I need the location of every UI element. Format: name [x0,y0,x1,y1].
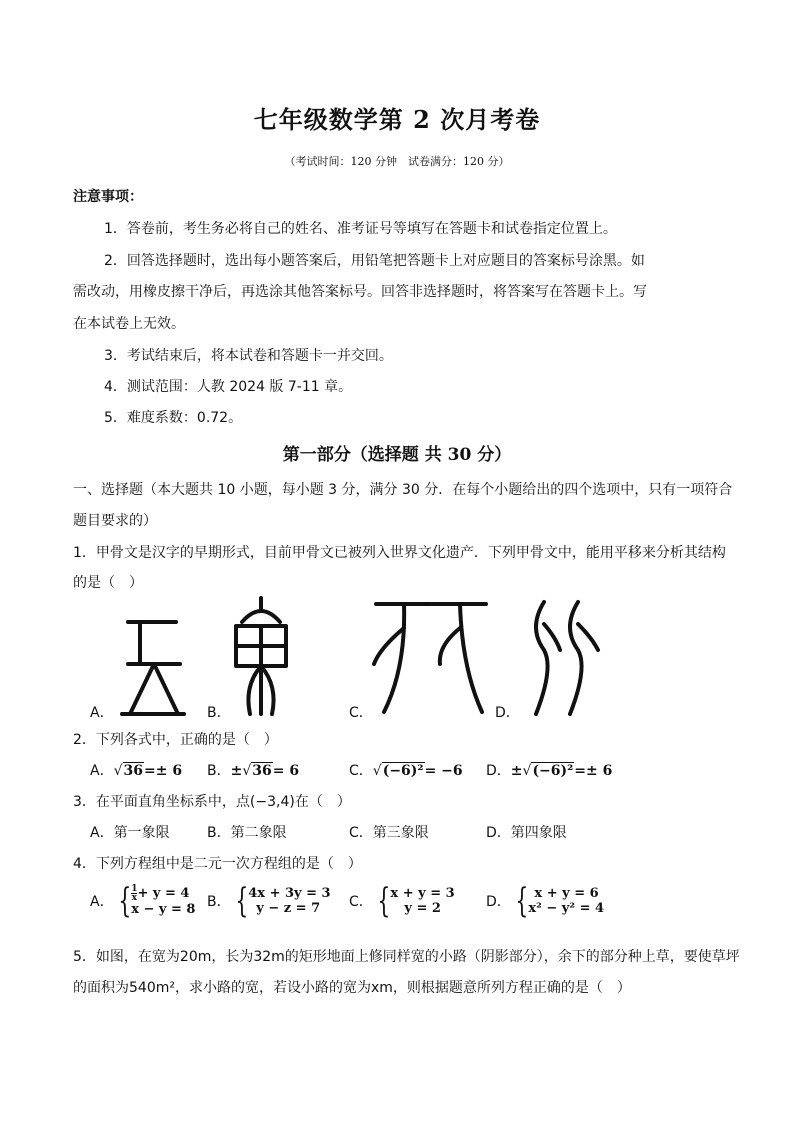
note-item-4: 4．测试范围：人教 2024 版 7-11 章。 [104,379,353,395]
q4-c-eq1: x + y = 3 [390,886,455,901]
q2-b-rest: = 6 [272,763,300,779]
q2-d-rest: =± 6 [574,763,613,779]
q3-option-b: B．第二象限 [207,825,287,841]
note-item-3: 3．考试结束后，将本试卷和答题卡一并交回。 [104,348,393,364]
part1-intro-line-2: 题目要求的） [73,513,157,529]
q2-a-rest: =± 6 [143,763,183,779]
q4-a-eq1-rest: + y = 4 [137,886,190,901]
q2-c-radicand: (−6)² [382,763,424,779]
q4-a-fraction-den: x [131,893,138,903]
q5-stem-line-1: 5．如图，在宽为20m，长为32m的矩形地面上修同样宽的小路（阴影部分），余下的部分种上草，要使草坪 [73,949,740,965]
q3-option-d: D．第四象限 [486,825,567,841]
note-item-2-line-1: 2．回答选择题时，选出每小题答案后，用铅笔把答题卡上对应题目的答案标号涂黑。如 [104,253,645,269]
q2-c-rest: = −6 [424,763,463,779]
q2-option-c-label: C． [349,763,373,779]
q1-option-a-label: A． [90,705,114,721]
q3-stem: 3．在平面直角坐标系中，点(−3,4)在（ ） [73,794,351,810]
q3-option-a: A．第一象限 [90,825,170,841]
section-heading: 第一部分（选择题 共 30 分） [282,445,512,465]
q1-option-c-label: C． [349,705,373,721]
q4-d-eq1: x + y = 6 [534,886,599,901]
q4-option-c-label: C． [349,894,373,910]
note-item-2-line-2: 需改动，用橡皮擦干净后，再选涂其他答案标号。回答非选择题时，将答案写在答题卡上。写 [73,284,647,300]
part1-intro-line-1: 一、选择题（本大题共 10 小题，每小题 3 分，满分 30 分．在每个小题给出的四个选项中，只有一项符合 [73,482,733,498]
note-item-2-line-3: 在本试卷上无效。 [73,316,185,332]
q2-stem: 2．下列各式中，正确的是（ ） [73,732,278,748]
q2-a-radicand: 36 [123,763,143,779]
q4-d-eq2: x² − y² = 4 [528,901,605,916]
q4-option-d-label: D． [486,894,511,910]
oracle-glyph-a [118,612,190,718]
q2-b-radicand: 36 [252,763,272,779]
oracle-glyph-d [522,598,604,718]
q4-stem: 4．下列方程组中是二元一次方程组的是（ ） [73,856,362,872]
q2-option-c: C．√(−6)²= −6 [349,763,463,779]
q2-d-prefix: ± [510,763,523,779]
note-item-1: 1．答卷前，考生务必将自己的姓名、准考证号等填写在答题卡和试卷指定位置上。 [104,221,617,237]
q4-option-b-label: B． [207,894,231,910]
q2-d-radicand: (−6)² [532,763,574,779]
q1-stem-line-2: 的是（ ） [73,575,143,591]
q4-b-eq1: 4x + 3y = 3 [248,886,331,901]
q2-option-a-label: A． [90,763,114,779]
q2-option-b: B．±√36= 6 [207,763,300,779]
q1-stem-line-1: 1．甲骨文是汉字的早期形式，目前甲骨文已被列入世界文化遗产．下列甲骨文中，能用平移来分析其结构 [73,545,726,561]
q5-stem-line-2: 的面积为540m²，求小路的宽，若设小路的宽为xm，则根据题意所列方程正确的是（ ） [73,980,631,996]
q4-c-eq2: y = 2 [404,901,441,916]
q2-option-d-label: D． [486,763,511,779]
q4-option-b: B． { 4x + 3y = 3 y − z = 7 [207,881,331,921]
q4-b-eq2: y − z = 7 [256,901,321,916]
q1-option-b-label: B． [207,705,231,721]
notes-heading: 注意事项： [73,189,143,205]
oracle-glyph-b [228,596,294,718]
oracle-glyph-c [370,598,490,718]
q2-option-b-label: B． [207,763,231,779]
note-item-5: 5．难度系数：0.72。 [104,410,243,426]
q2-b-prefix: ± [230,763,243,779]
q1-option-d-label: D． [495,705,520,721]
q4-option-c: C． { x + y = 3 y = 2 [349,881,455,921]
q4-option-d: D． { x + y = 6 x² − y² = 4 [486,881,605,921]
q4-a-eq2: x − y = 8 [131,902,196,917]
exam-subtitle: （考试时间：120 分钟 试卷满分：120 分） [284,155,510,168]
q4-a-fraction-num: 1 [131,884,138,894]
q2-option-d: D．±√(−6)²=± 6 [486,763,613,779]
exam-title: 七年级数学第 2 次月考卷 [253,105,541,134]
q2-option-a: A．√36=± 6 [90,763,183,779]
q3-option-c: C．第三象限 [349,825,429,841]
q4-option-a-label: A． [90,894,114,910]
q4-option-a: A． { $\frac{1}{x}$ + y = 4 x − y = 8 [90,881,196,921]
